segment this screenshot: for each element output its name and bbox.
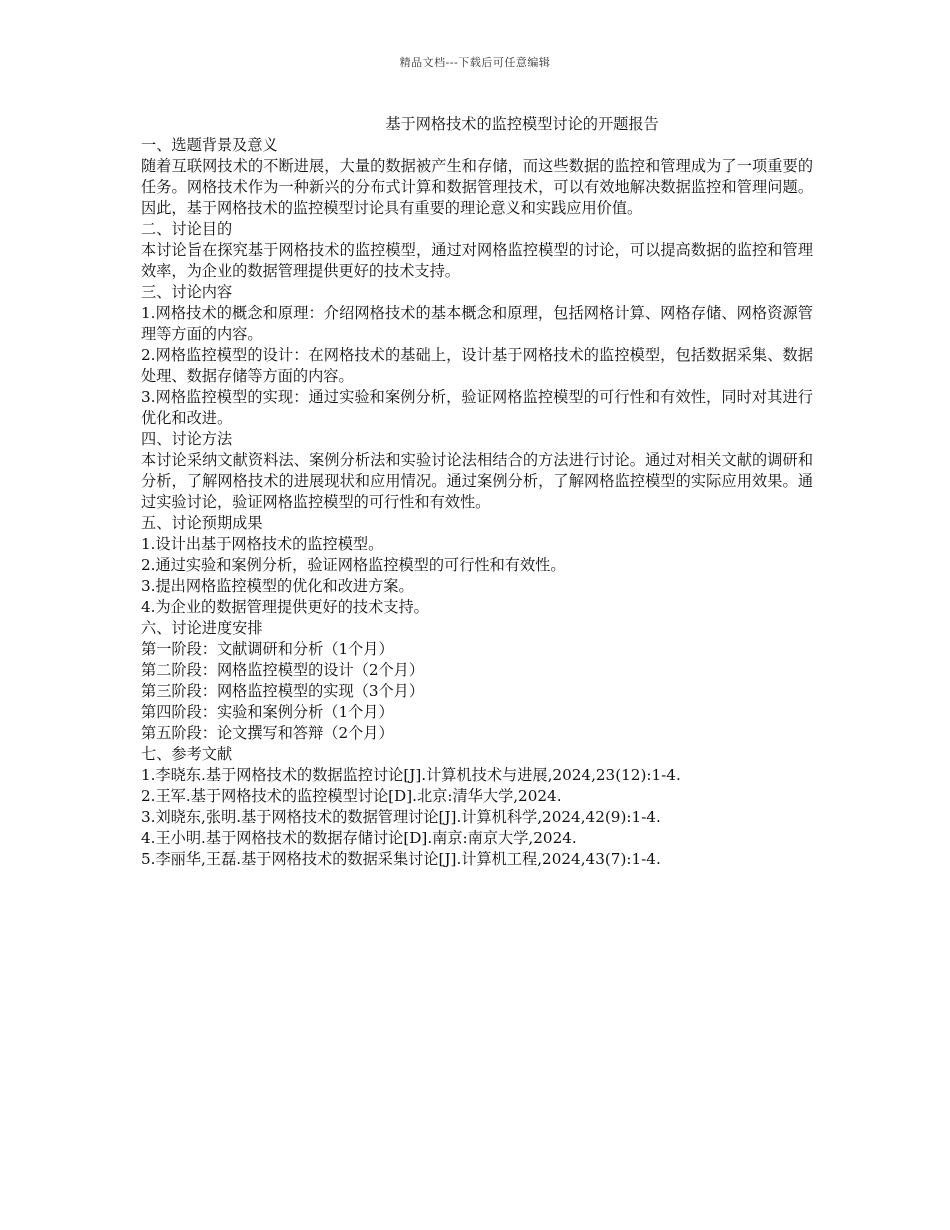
document-title: 基于网格技术的监控模型讨论的开题报告	[385, 115, 659, 133]
reference-item: 2.王军.基于网格技术的监控模型讨论[D].北京:清华大学,2024.	[141, 787, 562, 805]
schedule-item: 第四阶段：实验和案例分析（1个月）	[141, 703, 394, 721]
outcome-item: 1.设计出基于网格技术的监控模型。	[141, 535, 384, 553]
section-heading-references: 七、参考文献	[141, 745, 233, 763]
page-header: 精品文档---下载后可任意编辑	[399, 56, 551, 69]
content-item: 3.网格监控模型的实现：通过实验和案例分析，验证网格监控模型的可行性和有效性，同时对其进行优化和改进。	[141, 388, 813, 427]
outcome-item: 3.提出网格监控模型的优化和改进方案。	[141, 577, 414, 595]
outcome-item: 4.为企业的数据管理提供更好的技术支持。	[141, 598, 429, 616]
section-heading-schedule: 六、讨论进度安排	[141, 619, 263, 637]
section-text-purpose: 本讨论旨在探究基于网格技术的监控模型，通过对网格监控模型的讨论，可以提高数据的监控和管理效率，为企业的数据管理提供更好的技术支持。	[141, 241, 813, 280]
reference-item: 3.刘晓东,张明.基于网格技术的数据管理讨论[J].计算机科学,2024,42(9):1-4.	[141, 808, 661, 826]
section-heading-method: 四、讨论方法	[141, 430, 233, 448]
reference-item: 1.李晓东.基于网格技术的数据监控讨论[J].计算机技术与进展,2024,23(12):1-4.	[141, 766, 681, 784]
section-heading-background: 一、选题背景及意义	[141, 136, 278, 154]
schedule-item: 第二阶段：网格监控模型的设计（2个月）	[141, 661, 425, 679]
section-text-background: 随着互联网技术的不断进展，大量的数据被产生和存储，而这些数据的监控和管理成为了一项重要的任务。网格技术作为一种新兴的分布式计算和数据管理技术，可以有效地解决数据监控和管理问题。因此，基于网格技术的监控模型讨论具有重要的理论意义和实践应用价值。	[141, 157, 813, 217]
content-item: 1.网格技术的概念和原理：介绍网格技术的基本概念和原理，包括网格计算、网格存储、网格资源管理等方面的内容。	[141, 304, 813, 343]
section-heading-purpose: 二、讨论目的	[141, 220, 233, 238]
schedule-item: 第三阶段：网格监控模型的实现（3个月）	[141, 682, 425, 700]
section-heading-outcomes: 五、讨论预期成果	[141, 514, 263, 532]
schedule-item: 第一阶段：文献调研和分析（1个月）	[141, 640, 394, 658]
outcome-item: 2.通过实验和案例分析，验证网格监控模型的可行性和有效性。	[141, 556, 566, 574]
section-text-method: 本讨论采纳文献资料法、案例分析法和实验讨论法相结合的方法进行讨论。通过对相关文献的调研和分析，了解网格技术的进展现状和应用情况。通过案例分析，了解网格监控模型的实际应用效果。通过实验讨论，验证网格监控模型的可行性和有效性。	[141, 451, 813, 511]
document-body	[141, 114, 813, 870]
schedule-item: 第五阶段：论文撰写和答辩（2个月）	[141, 724, 394, 742]
reference-item: 4.王小明.基于网格技术的数据存储讨论[D].南京:南京大学,2024.	[141, 829, 577, 847]
content-item: 2.网格监控模型的设计：在网格技术的基础上，设计基于网格技术的监控模型，包括数据采集、数据处理、数据存储等方面的内容。	[141, 346, 813, 385]
section-heading-content: 三、讨论内容	[141, 283, 233, 301]
reference-item: 5.李丽华,王磊.基于网格技术的数据采集讨论[J].计算机工程,2024,43(7):1-4.	[141, 850, 661, 868]
